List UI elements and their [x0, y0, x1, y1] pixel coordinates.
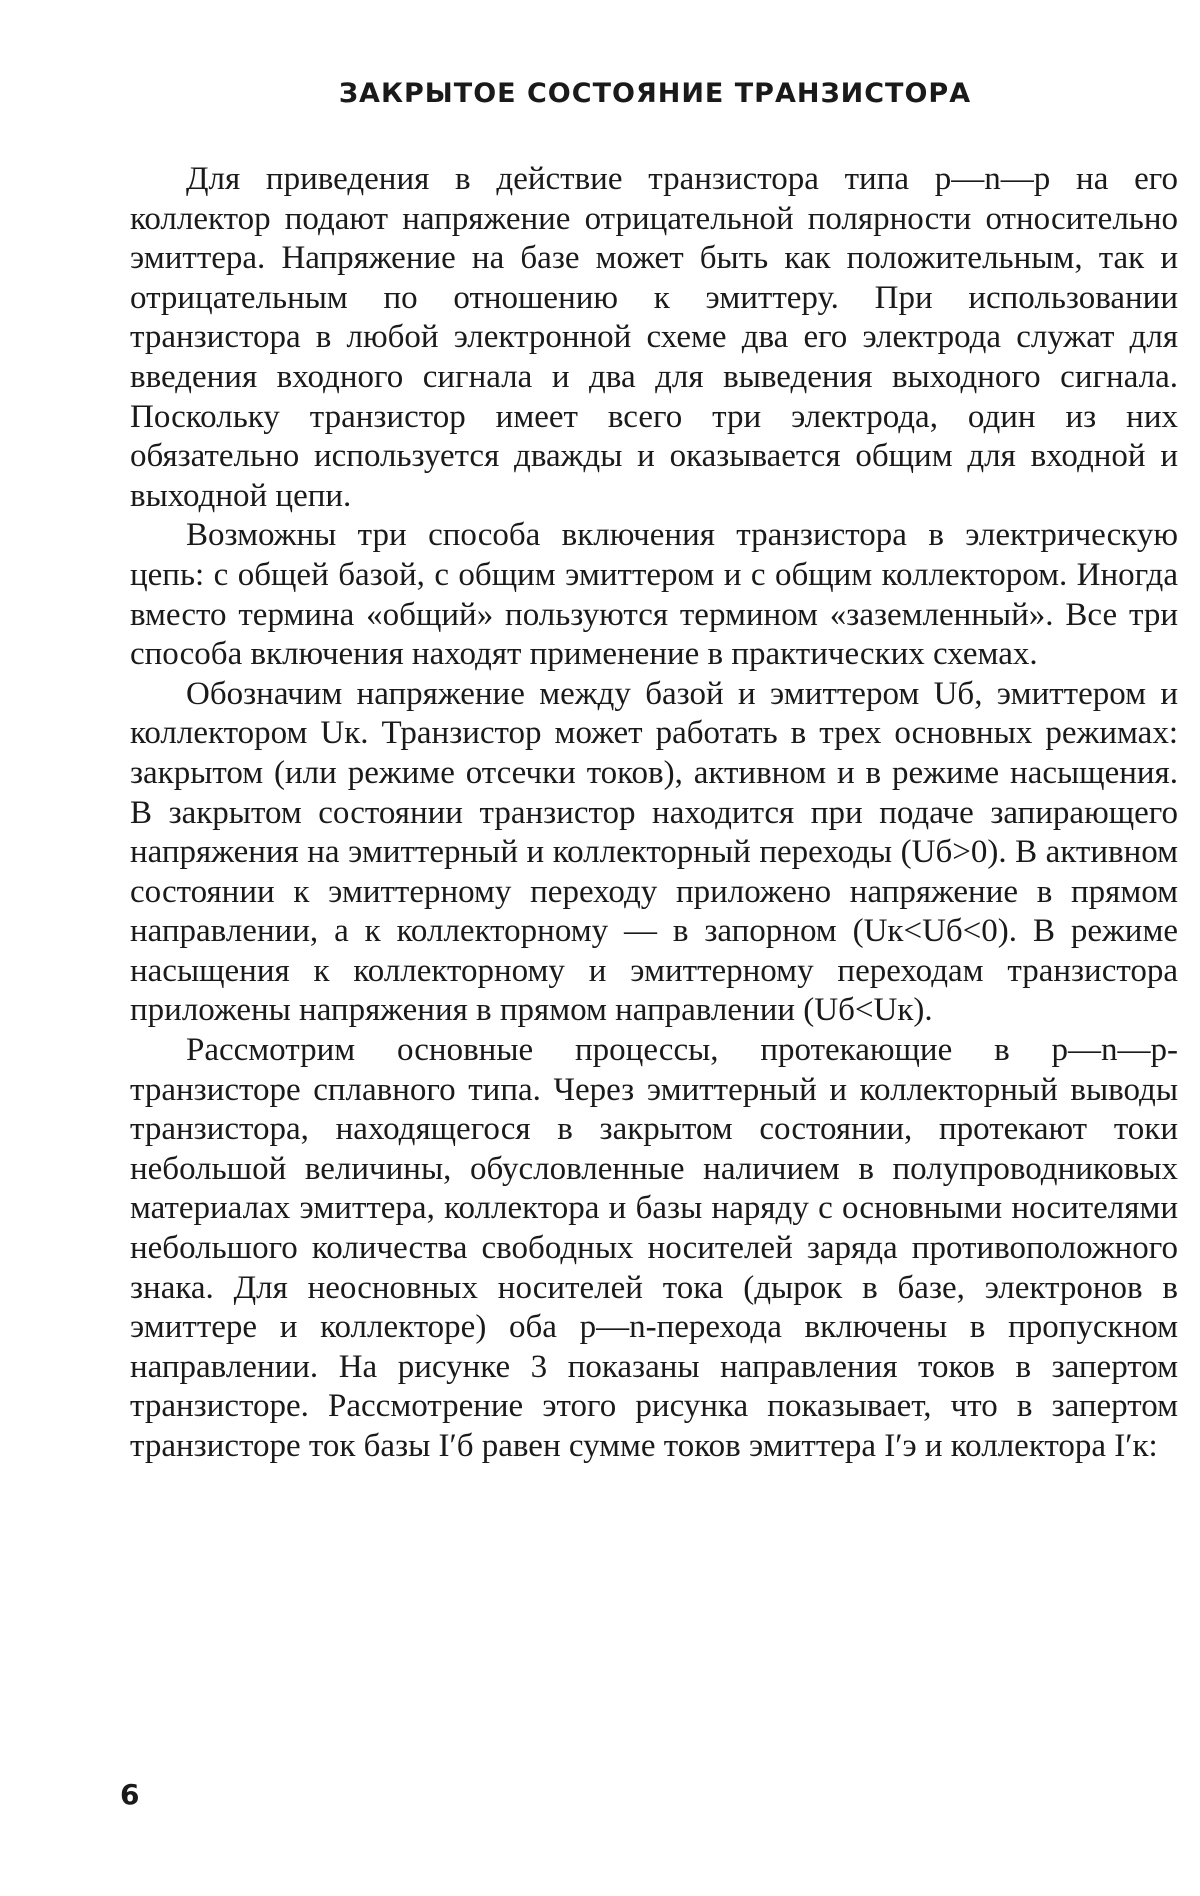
paragraph-2: Возможны три способа включения транзистора в электрическую цепь: с общей базой, с общим эмиттером и с общим коллектором. Иногда вместо термина «общий» пользуются термином «заземленный». Все три способа включения находят применение в практических схемах.: [130, 517, 1178, 673]
section-heading: ЗАКРЫТОЕ СОСТОЯНИЕ ТРАНЗИСТОРА: [338, 78, 972, 109]
page-body: [130, 160, 1178, 1467]
paragraph-1: Для приведения в действие транзистора типа p—n—p на его коллектор подают напряжение отрицательной полярности относительно эмиттера. Напряжение на базе может быть как положительным, так и отрицательным по отношению к эмиттеру. При использовании транзистора в любой электронной схеме два его электрода служат для введения входного сигнала и два для выведения выходного сигнала. Поскольку транзистор имеет всего три электрода, один из них обязательно используется дважды и оказывается общим для входной и выходной цепи.: [130, 161, 1178, 514]
paragraph-4: Рассмотрим основные процессы, протекающие в p—n—p-транзисторе сплавного типа. Через эмиттерный и коллекторный выводы транзистора, находящегося в закрытом состоянии, протекают токи небольшой величины, обусловленные наличием в полупроводниковых материалах эмиттера, коллектора и базы наряду с основными носителями небольшого количества свободных носителей заряда противоположного знака. Для неосновных носителей тока (дырок в базе, электронов в эмиттере и коллекторе) оба p—n-перехода включены в пропускном направлении. На рисунке 3 показаны направления токов в запертом транзисторе. Рассмотрение этого рисунка показывает, что в запертом транзисторе ток базы I′б равен сумме токов эмиттера I′э и коллектора I′к:: [130, 1032, 1178, 1464]
page-number: 6: [120, 1778, 140, 1811]
paragraph-3: Обозначим напряжение между базой и эмиттером Uб, эмиттером и коллектором Uк. Транзистор может работать в трех основных режимах: закрытом (или режиме отсечки токов), активном и в режиме насыщения. В закрытом состоянии транзистор находится при подаче запирающего напряжения на эмиттерный и коллекторный переходы (Uб>0). В активном состоянии к эмиттерному переходу приложено напряжение в прямом направлении, а к коллекторному — в запорном (Uк<Uб<0). В режиме насыщения к коллекторному и эмиттерному переходам транзистора приложены напряжения в прямом направлении (Uб<Uк).: [130, 675, 1178, 1029]
